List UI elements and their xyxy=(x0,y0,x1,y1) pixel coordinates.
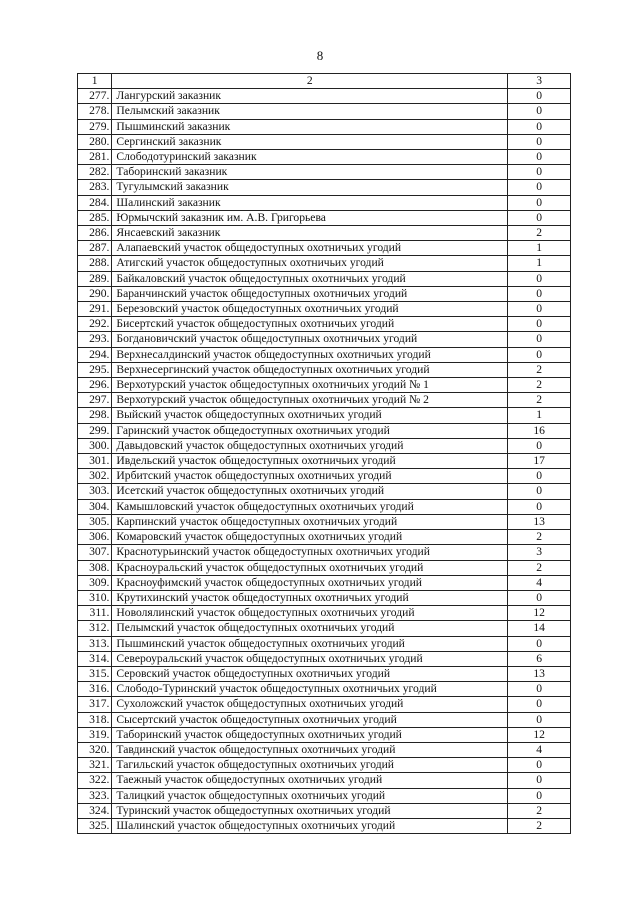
row-name: Алапаевский участок общедоступных охотничьих угодий xyxy=(112,241,508,256)
table-row xyxy=(78,697,571,712)
row-value: 2 xyxy=(508,378,571,393)
row-name: Ивдельский участок общедоступных охотничьих угодий xyxy=(112,454,508,469)
table-body xyxy=(78,74,571,834)
row-value: 0 xyxy=(508,302,571,317)
row-name: Крутихинский участок общедоступных охотничьих угодий xyxy=(112,590,508,605)
row-value: 0 xyxy=(508,271,571,286)
row-name: Комаровский участок общедоступных охотничьих угодий xyxy=(112,530,508,545)
row-name: Сергинский заказник xyxy=(112,134,508,149)
table-row xyxy=(78,89,571,104)
row-value: 13 xyxy=(508,514,571,529)
row-number: 316. xyxy=(78,682,112,697)
row-name: Лангурский заказник xyxy=(112,89,508,104)
row-value: 0 xyxy=(508,332,571,347)
row-value: 12 xyxy=(508,606,571,621)
row-number: 308. xyxy=(78,560,112,575)
row-value: 0 xyxy=(508,636,571,651)
table-row xyxy=(78,545,571,560)
row-value: 0 xyxy=(508,89,571,104)
row-value: 1 xyxy=(508,256,571,271)
table-row xyxy=(78,712,571,727)
row-number: 300. xyxy=(78,438,112,453)
row-name: Новолялинский участок общедоступных охотничьих угодий xyxy=(112,606,508,621)
row-value: 0 xyxy=(508,195,571,210)
row-name: Богдановичский участок общедоступных охотничьих угодий xyxy=(112,332,508,347)
row-value: 0 xyxy=(508,317,571,332)
row-value: 0 xyxy=(508,469,571,484)
row-number: 318. xyxy=(78,712,112,727)
row-name: Таборинский заказник xyxy=(112,165,508,180)
table-row xyxy=(78,469,571,484)
row-value: 2 xyxy=(508,818,571,833)
table-row xyxy=(78,165,571,180)
row-name: Пышминский участок общедоступных охотничьих угодий xyxy=(112,636,508,651)
row-value: 2 xyxy=(508,530,571,545)
table-row xyxy=(78,210,571,225)
row-name: Верхотурский участок общедоступных охотничьих угодий № 1 xyxy=(112,378,508,393)
row-number: 321. xyxy=(78,758,112,773)
row-number: 322. xyxy=(78,773,112,788)
row-number: 311. xyxy=(78,606,112,621)
row-number: 320. xyxy=(78,742,112,757)
header-col-1: 1 xyxy=(78,74,112,89)
table-row xyxy=(78,317,571,332)
table-row xyxy=(78,621,571,636)
table-row xyxy=(78,423,571,438)
table-row xyxy=(78,773,571,788)
row-name: Красноуральский участок общедоступных охотничьих угодий xyxy=(112,560,508,575)
row-name: Таборинский участок общедоступных охотничьих угодий xyxy=(112,727,508,742)
row-value: 0 xyxy=(508,438,571,453)
row-name: Пышминский заказник xyxy=(112,119,508,134)
row-name: Шалинский заказник xyxy=(112,195,508,210)
row-value: 4 xyxy=(508,575,571,590)
row-number: 287. xyxy=(78,241,112,256)
row-number: 288. xyxy=(78,256,112,271)
row-name: Верхнесалдинский участок общедоступных охотничьих угодий xyxy=(112,347,508,362)
table-header-row xyxy=(78,74,571,89)
table-row xyxy=(78,347,571,362)
row-name: Карпинский участок общедоступных охотничьих угодий xyxy=(112,514,508,529)
row-name: Камышловский участок общедоступных охотничьих угодий xyxy=(112,499,508,514)
row-number: 283. xyxy=(78,180,112,195)
table-row xyxy=(78,514,571,529)
row-number: 290. xyxy=(78,286,112,301)
row-number: 313. xyxy=(78,636,112,651)
table-row xyxy=(78,362,571,377)
table-row xyxy=(78,666,571,681)
table-row xyxy=(78,758,571,773)
row-value: 2 xyxy=(508,803,571,818)
table-row xyxy=(78,590,571,605)
row-number: 278. xyxy=(78,104,112,119)
table-row xyxy=(78,530,571,545)
row-value: 1 xyxy=(508,241,571,256)
row-number: 314. xyxy=(78,651,112,666)
row-value: 0 xyxy=(508,104,571,119)
row-name: Бисертский участок общедоступных охотничьих угодий xyxy=(112,317,508,332)
row-number: 305. xyxy=(78,514,112,529)
row-name: Янсаевский заказник xyxy=(112,226,508,241)
row-name: Байкаловский участок общедоступных охотничьих угодий xyxy=(112,271,508,286)
row-number: 306. xyxy=(78,530,112,545)
table-row xyxy=(78,119,571,134)
row-number: 289. xyxy=(78,271,112,286)
table-row xyxy=(78,271,571,286)
row-name: Исетский участок общедоступных охотничьих угодий xyxy=(112,484,508,499)
row-name: Березовский участок общедоступных охотничьих угодий xyxy=(112,302,508,317)
row-value: 0 xyxy=(508,347,571,362)
row-value: 0 xyxy=(508,590,571,605)
row-name: Серовский участок общедоступных охотничьих угодий xyxy=(112,666,508,681)
data-table xyxy=(77,73,571,834)
row-value: 0 xyxy=(508,165,571,180)
table-row xyxy=(78,636,571,651)
row-name: Североуральский участок общедоступных охотничьих угодий xyxy=(112,651,508,666)
row-number: 323. xyxy=(78,788,112,803)
row-value: 16 xyxy=(508,423,571,438)
row-value: 0 xyxy=(508,758,571,773)
row-name: Тагильский участок общедоступных охотничьих угодий xyxy=(112,758,508,773)
row-value: 14 xyxy=(508,621,571,636)
row-number: 284. xyxy=(78,195,112,210)
row-number: 286. xyxy=(78,226,112,241)
header-col-3: 3 xyxy=(508,74,571,89)
row-number: 303. xyxy=(78,484,112,499)
row-name: Слободо-Туринский участок общедоступных охотничьих угодий xyxy=(112,682,508,697)
table-row xyxy=(78,256,571,271)
row-name: Верхнесергинский участок общедоступных охотничьих угодий xyxy=(112,362,508,377)
row-number: 324. xyxy=(78,803,112,818)
table-row xyxy=(78,499,571,514)
table-row xyxy=(78,134,571,149)
table-row xyxy=(78,484,571,499)
row-value: 0 xyxy=(508,134,571,149)
row-value: 0 xyxy=(508,773,571,788)
row-name: Баранчинский участок общедоступных охотничьих угодий xyxy=(112,286,508,301)
row-value: 12 xyxy=(508,727,571,742)
row-number: 280. xyxy=(78,134,112,149)
row-number: 285. xyxy=(78,210,112,225)
row-name: Выйский участок общедоступных охотничьих угодий xyxy=(112,408,508,423)
table-row xyxy=(78,560,571,575)
row-value: 0 xyxy=(508,697,571,712)
row-number: 312. xyxy=(78,621,112,636)
table-row xyxy=(78,818,571,833)
row-number: 315. xyxy=(78,666,112,681)
row-name: Сысертский участок общедоступных охотничьих угодий xyxy=(112,712,508,727)
row-name: Шалинский участок общедоступных охотничьих угодий xyxy=(112,818,508,833)
table-row xyxy=(78,727,571,742)
row-name: Давыдовский участок общедоступных охотничьих угодий xyxy=(112,438,508,453)
row-number: 325. xyxy=(78,818,112,833)
row-name: Пелымский заказник xyxy=(112,104,508,119)
table-row xyxy=(78,742,571,757)
row-number: 282. xyxy=(78,165,112,180)
row-number: 317. xyxy=(78,697,112,712)
table-row xyxy=(78,393,571,408)
row-number: 298. xyxy=(78,408,112,423)
row-name: Краснотурьинский участок общедоступных охотничьих угодий xyxy=(112,545,508,560)
row-name: Юрмычский заказник им. А.В. Григорьева xyxy=(112,210,508,225)
row-name: Пелымский участок общедоступных охотничьих угодий xyxy=(112,621,508,636)
row-name: Талицкий участок общедоступных охотничьих угодий xyxy=(112,788,508,803)
table-row xyxy=(78,682,571,697)
row-number: 301. xyxy=(78,454,112,469)
row-value: 0 xyxy=(508,286,571,301)
row-value: 2 xyxy=(508,226,571,241)
table-row xyxy=(78,378,571,393)
table-row xyxy=(78,575,571,590)
header-col-2: 2 xyxy=(112,74,508,89)
row-value: 0 xyxy=(508,180,571,195)
table-row xyxy=(78,195,571,210)
row-value: 2 xyxy=(508,393,571,408)
table-row xyxy=(78,651,571,666)
row-number: 293. xyxy=(78,332,112,347)
row-name: Гаринский участок общедоступных охотничьих угодий xyxy=(112,423,508,438)
table-row xyxy=(78,454,571,469)
row-name: Красноуфимский участок общедоступных охотничьих угодий xyxy=(112,575,508,590)
table-row xyxy=(78,180,571,195)
row-name: Слободотуринский заказник xyxy=(112,150,508,165)
row-value: 6 xyxy=(508,651,571,666)
row-value: 0 xyxy=(508,210,571,225)
table-row xyxy=(78,408,571,423)
row-value: 0 xyxy=(508,119,571,134)
table-row xyxy=(78,286,571,301)
row-number: 296. xyxy=(78,378,112,393)
row-value: 4 xyxy=(508,742,571,757)
table-row xyxy=(78,788,571,803)
row-number: 294. xyxy=(78,347,112,362)
table-row xyxy=(78,104,571,119)
row-value: 0 xyxy=(508,484,571,499)
row-value: 0 xyxy=(508,712,571,727)
row-value: 17 xyxy=(508,454,571,469)
table-row xyxy=(78,241,571,256)
row-value: 0 xyxy=(508,788,571,803)
table-row xyxy=(78,438,571,453)
table-row xyxy=(78,606,571,621)
table-row xyxy=(78,332,571,347)
row-value: 0 xyxy=(508,499,571,514)
row-number: 291. xyxy=(78,302,112,317)
row-name: Таежный участок общедоступных охотничьих угодий xyxy=(112,773,508,788)
row-number: 310. xyxy=(78,590,112,605)
row-name: Сухоложский участок общедоступных охотничьих угодий xyxy=(112,697,508,712)
table-row xyxy=(78,150,571,165)
table-row xyxy=(78,302,571,317)
row-name: Туринский участок общедоступных охотничьих угодий xyxy=(112,803,508,818)
row-number: 297. xyxy=(78,393,112,408)
row-value: 3 xyxy=(508,545,571,560)
row-number: 279. xyxy=(78,119,112,134)
row-name: Ирбитский участок общедоступных охотничьих угодий xyxy=(112,469,508,484)
row-name: Тавдинский участок общедоступных охотничьих угодий xyxy=(112,742,508,757)
row-name: Верхотурский участок общедоступных охотничьих угодий № 2 xyxy=(112,393,508,408)
row-number: 304. xyxy=(78,499,112,514)
row-number: 281. xyxy=(78,150,112,165)
row-number: 277. xyxy=(78,89,112,104)
row-number: 319. xyxy=(78,727,112,742)
page-number: 8 xyxy=(316,48,324,63)
row-value: 2 xyxy=(508,362,571,377)
table-row xyxy=(78,226,571,241)
row-number: 299. xyxy=(78,423,112,438)
row-value: 2 xyxy=(508,560,571,575)
row-number: 295. xyxy=(78,362,112,377)
row-number: 302. xyxy=(78,469,112,484)
row-value: 0 xyxy=(508,682,571,697)
row-value: 0 xyxy=(508,150,571,165)
row-name: Тугулымский заказник xyxy=(112,180,508,195)
row-number: 307. xyxy=(78,545,112,560)
row-number: 292. xyxy=(78,317,112,332)
row-value: 1 xyxy=(508,408,571,423)
table-row xyxy=(78,803,571,818)
row-value: 13 xyxy=(508,666,571,681)
row-name: Атигский участок общедоступных охотничьих угодий xyxy=(112,256,508,271)
row-number: 309. xyxy=(78,575,112,590)
